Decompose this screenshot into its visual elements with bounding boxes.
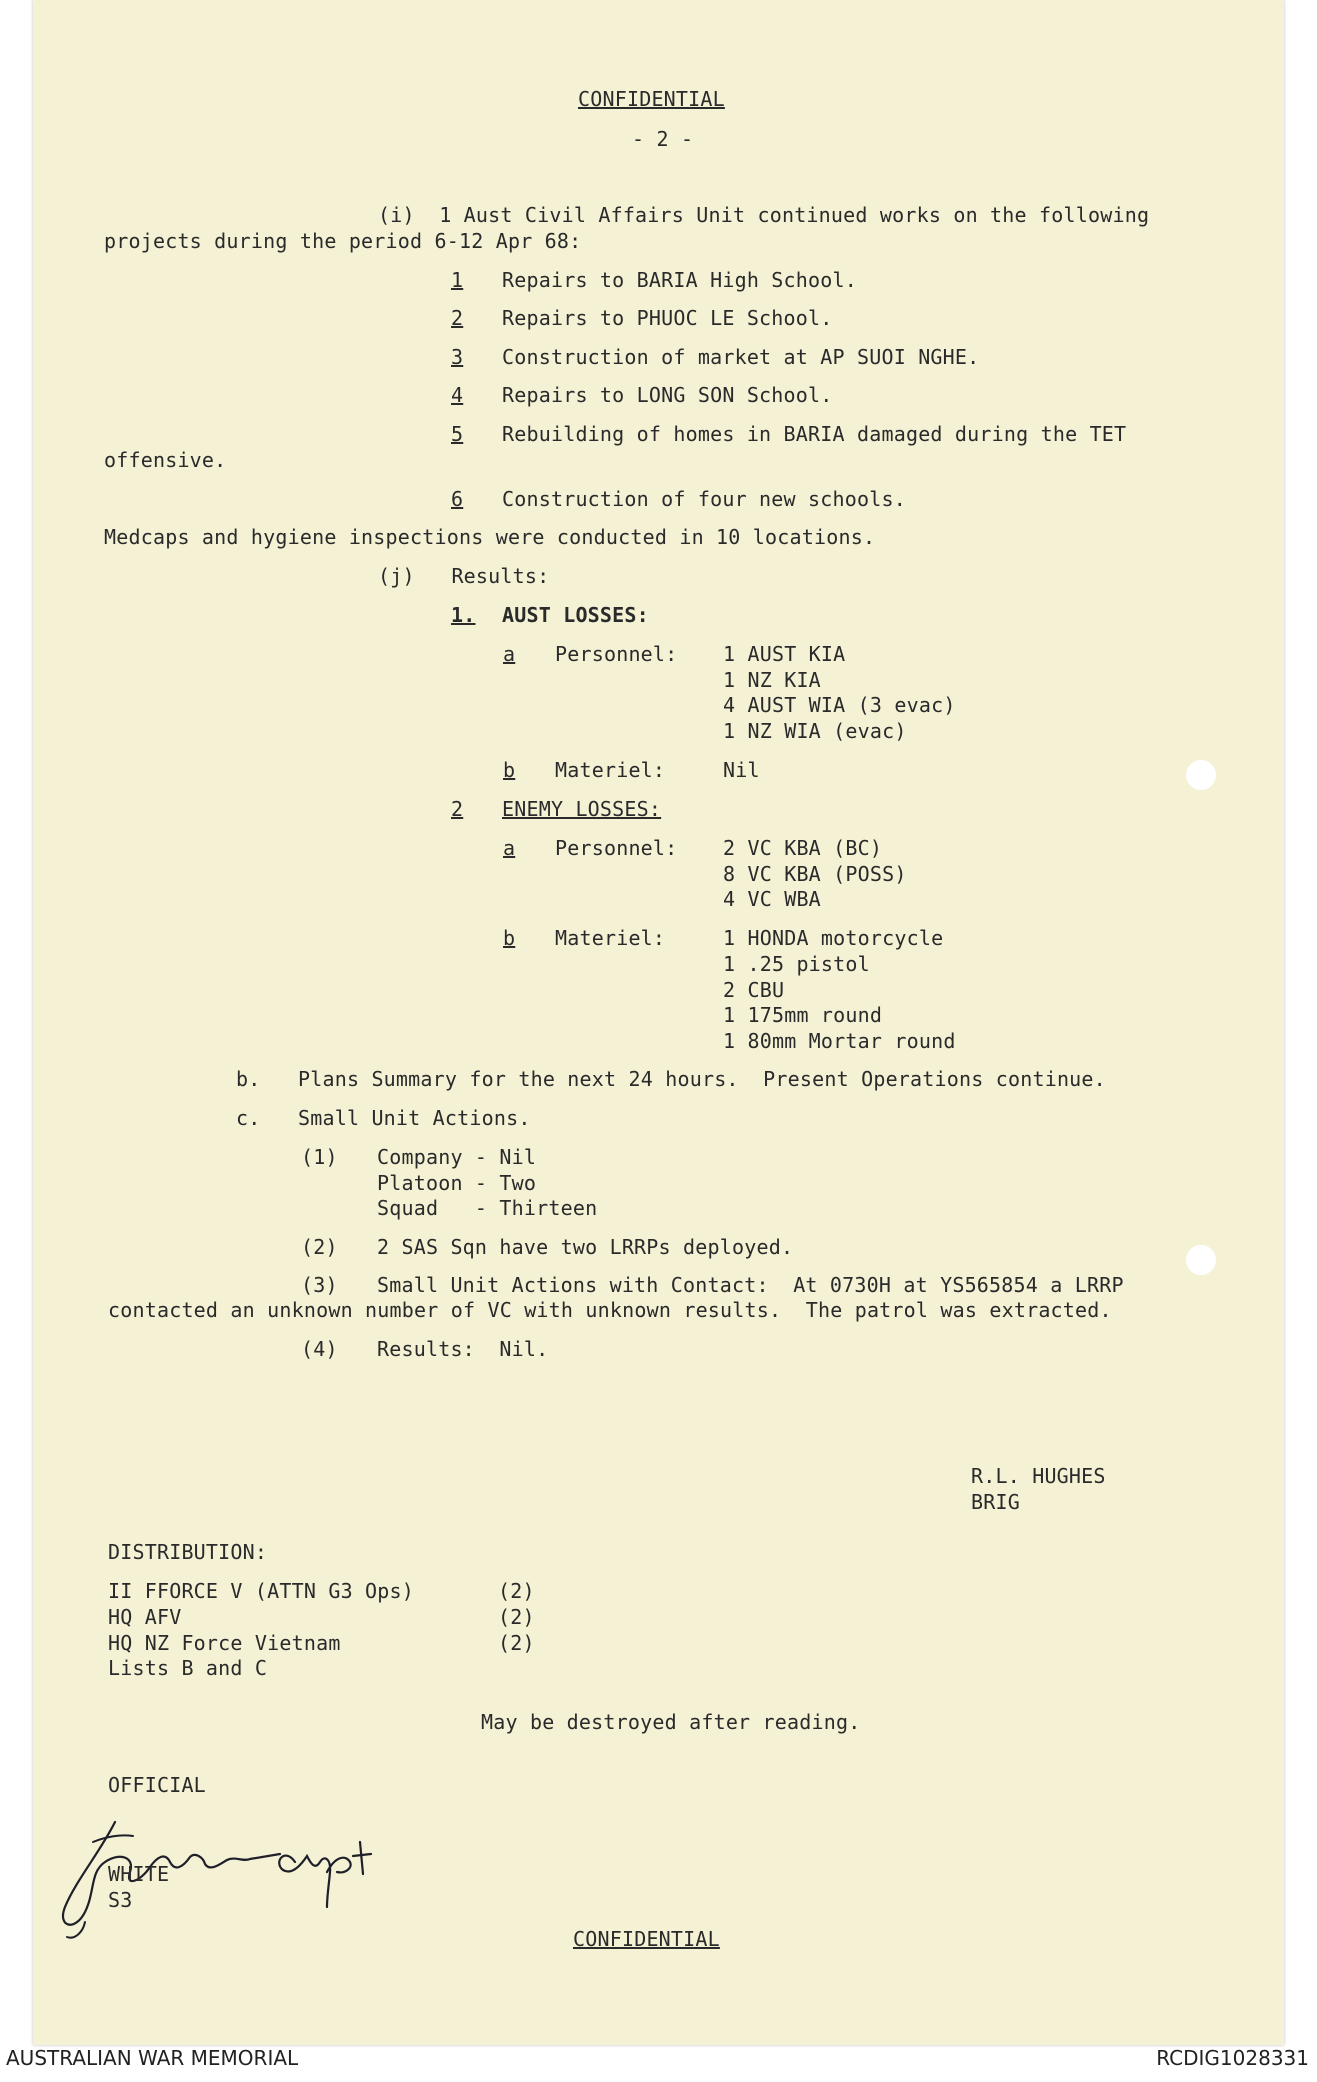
archive-label: AUSTRALIAN WAR MEMORIAL bbox=[6, 2046, 299, 2070]
small-unit-count: Squad - Thirteen bbox=[377, 1196, 598, 1220]
aust-materiel-label: Materiel: bbox=[555, 758, 666, 782]
results-label: (j) Results: bbox=[378, 564, 550, 588]
classification-bottom: CONFIDENTIAL bbox=[573, 1927, 720, 1951]
distribution-count: (2) bbox=[498, 1579, 535, 1603]
medcaps-note: Medcaps and hygiene inspections were conducted in 10 locations. bbox=[104, 525, 876, 549]
signatory-name: R.L. HUGHES bbox=[971, 1464, 1106, 1488]
project-text: Repairs to PHUOC LE School. bbox=[502, 306, 833, 330]
enemy-personnel-item: 4 VC WBA bbox=[723, 887, 821, 911]
project-number: 6 bbox=[451, 487, 464, 511]
distribution-title: DISTRIBUTION: bbox=[108, 1540, 268, 1564]
distribution-item: HQ NZ Force Vietnam bbox=[108, 1631, 341, 1655]
aust-materiel-letter: b bbox=[503, 758, 516, 782]
enemy-materiel-letter: b bbox=[503, 926, 516, 950]
enemy-losses-number: 2 bbox=[451, 797, 464, 821]
project-text-cont: offensive. bbox=[104, 448, 227, 472]
small-unit-count: Platoon - Two bbox=[377, 1171, 537, 1195]
small-unit-item-number: (4) bbox=[301, 1337, 338, 1361]
sas-note: 2 SAS Sqn have two LRRPs deployed. bbox=[377, 1235, 794, 1259]
plans-letter: b. bbox=[236, 1067, 261, 1091]
enemy-personnel-item: 2 VC KBA (BC) bbox=[723, 836, 883, 860]
distribution-item: II FFORCE V (ATTN G3 Ops) bbox=[108, 1579, 415, 1603]
aust-personnel-item: 1 AUST KIA bbox=[723, 642, 846, 666]
page-number: - 2 - bbox=[632, 127, 694, 151]
aust-personnel-label: Personnel: bbox=[555, 642, 678, 666]
project-number: 4 bbox=[451, 383, 464, 407]
enemy-personnel-label: Personnel: bbox=[555, 836, 678, 860]
project-text: Construction of market at AP SUOI NGHE. bbox=[502, 345, 980, 369]
small-unit-letter: c. bbox=[236, 1106, 261, 1130]
destroy-note: May be destroyed after reading. bbox=[481, 1710, 861, 1734]
small-unit-item-number: (2) bbox=[301, 1235, 338, 1259]
distribution-item: Lists B and C bbox=[108, 1656, 268, 1680]
enemy-materiel-item: 1 175mm round bbox=[723, 1003, 883, 1027]
small-unit-title: Small Unit Actions. bbox=[298, 1106, 531, 1130]
official-label: OFFICIAL bbox=[108, 1773, 206, 1797]
civil-affairs-intro-cont: projects during the period 6-12 Apr 68: bbox=[104, 229, 582, 253]
distribution-item: HQ AFV bbox=[108, 1605, 182, 1629]
project-text: Repairs to LONG SON School. bbox=[502, 383, 833, 407]
aust-personnel-letter: a bbox=[503, 642, 516, 666]
project-number: 1 bbox=[451, 268, 464, 292]
results-nil: Results: Nil. bbox=[377, 1337, 549, 1361]
enemy-losses-title: ENEMY LOSSES: bbox=[502, 797, 662, 821]
aust-losses-title: AUST LOSSES: bbox=[502, 603, 649, 627]
contact-note: Small Unit Actions with Contact: At 0730H at YS565854 a LRRP bbox=[377, 1273, 1124, 1297]
contact-note-cont: contacted an unknown number of VC with unknown results. The patrol was extracted. bbox=[108, 1298, 1112, 1322]
enemy-personnel-letter: a bbox=[503, 836, 516, 860]
enemy-materiel-item: 2 CBU bbox=[723, 978, 785, 1002]
signatory-rank: BRIG bbox=[971, 1490, 1020, 1514]
project-text: Construction of four new schools. bbox=[502, 487, 906, 511]
aust-personnel-item: 4 AUST WIA (3 evac) bbox=[723, 693, 956, 717]
small-unit-count: Company - Nil bbox=[377, 1145, 537, 1169]
enemy-personnel-item: 8 VC KBA (POSS) bbox=[723, 862, 907, 886]
enemy-materiel-item: 1 HONDA motorcycle bbox=[723, 926, 944, 950]
aust-personnel-item: 1 NZ WIA (evac) bbox=[723, 719, 907, 743]
project-number: 3 bbox=[451, 345, 464, 369]
project-number: 5 bbox=[451, 422, 464, 446]
civil-affairs-intro: (i) 1 Aust Civil Affairs Unit continued works on the following bbox=[378, 203, 1150, 227]
small-unit-item-number: (1) bbox=[301, 1145, 338, 1169]
aust-losses-number: 1. bbox=[451, 603, 476, 627]
project-text: Rebuilding of homes in BARIA damaged during the TET bbox=[502, 422, 1127, 446]
aust-personnel-item: 1 NZ KIA bbox=[723, 668, 821, 692]
official-role: S3 bbox=[108, 1888, 133, 1912]
enemy-materiel-item: 1 .25 pistol bbox=[723, 952, 870, 976]
aust-materiel-value: Nil bbox=[723, 758, 760, 782]
project-number: 2 bbox=[451, 306, 464, 330]
distribution-count: (2) bbox=[498, 1631, 535, 1655]
handwritten-signature bbox=[45, 1812, 385, 1942]
project-text: Repairs to BARIA High School. bbox=[502, 268, 857, 292]
distribution-count: (2) bbox=[498, 1605, 535, 1629]
plans-summary: Plans Summary for the next 24 hours. Present Operations continue. bbox=[298, 1067, 1106, 1091]
classification-top: CONFIDENTIAL bbox=[578, 87, 725, 111]
punch-hole bbox=[1186, 760, 1216, 790]
enemy-materiel-item: 1 80mm Mortar round bbox=[723, 1029, 956, 1053]
archive-reference: RCDIG1028331 bbox=[1156, 2046, 1309, 2070]
official-name: WHITE bbox=[108, 1862, 170, 1886]
small-unit-item-number: (3) bbox=[301, 1273, 338, 1297]
punch-hole bbox=[1186, 1245, 1216, 1275]
enemy-materiel-label: Materiel: bbox=[555, 926, 666, 950]
